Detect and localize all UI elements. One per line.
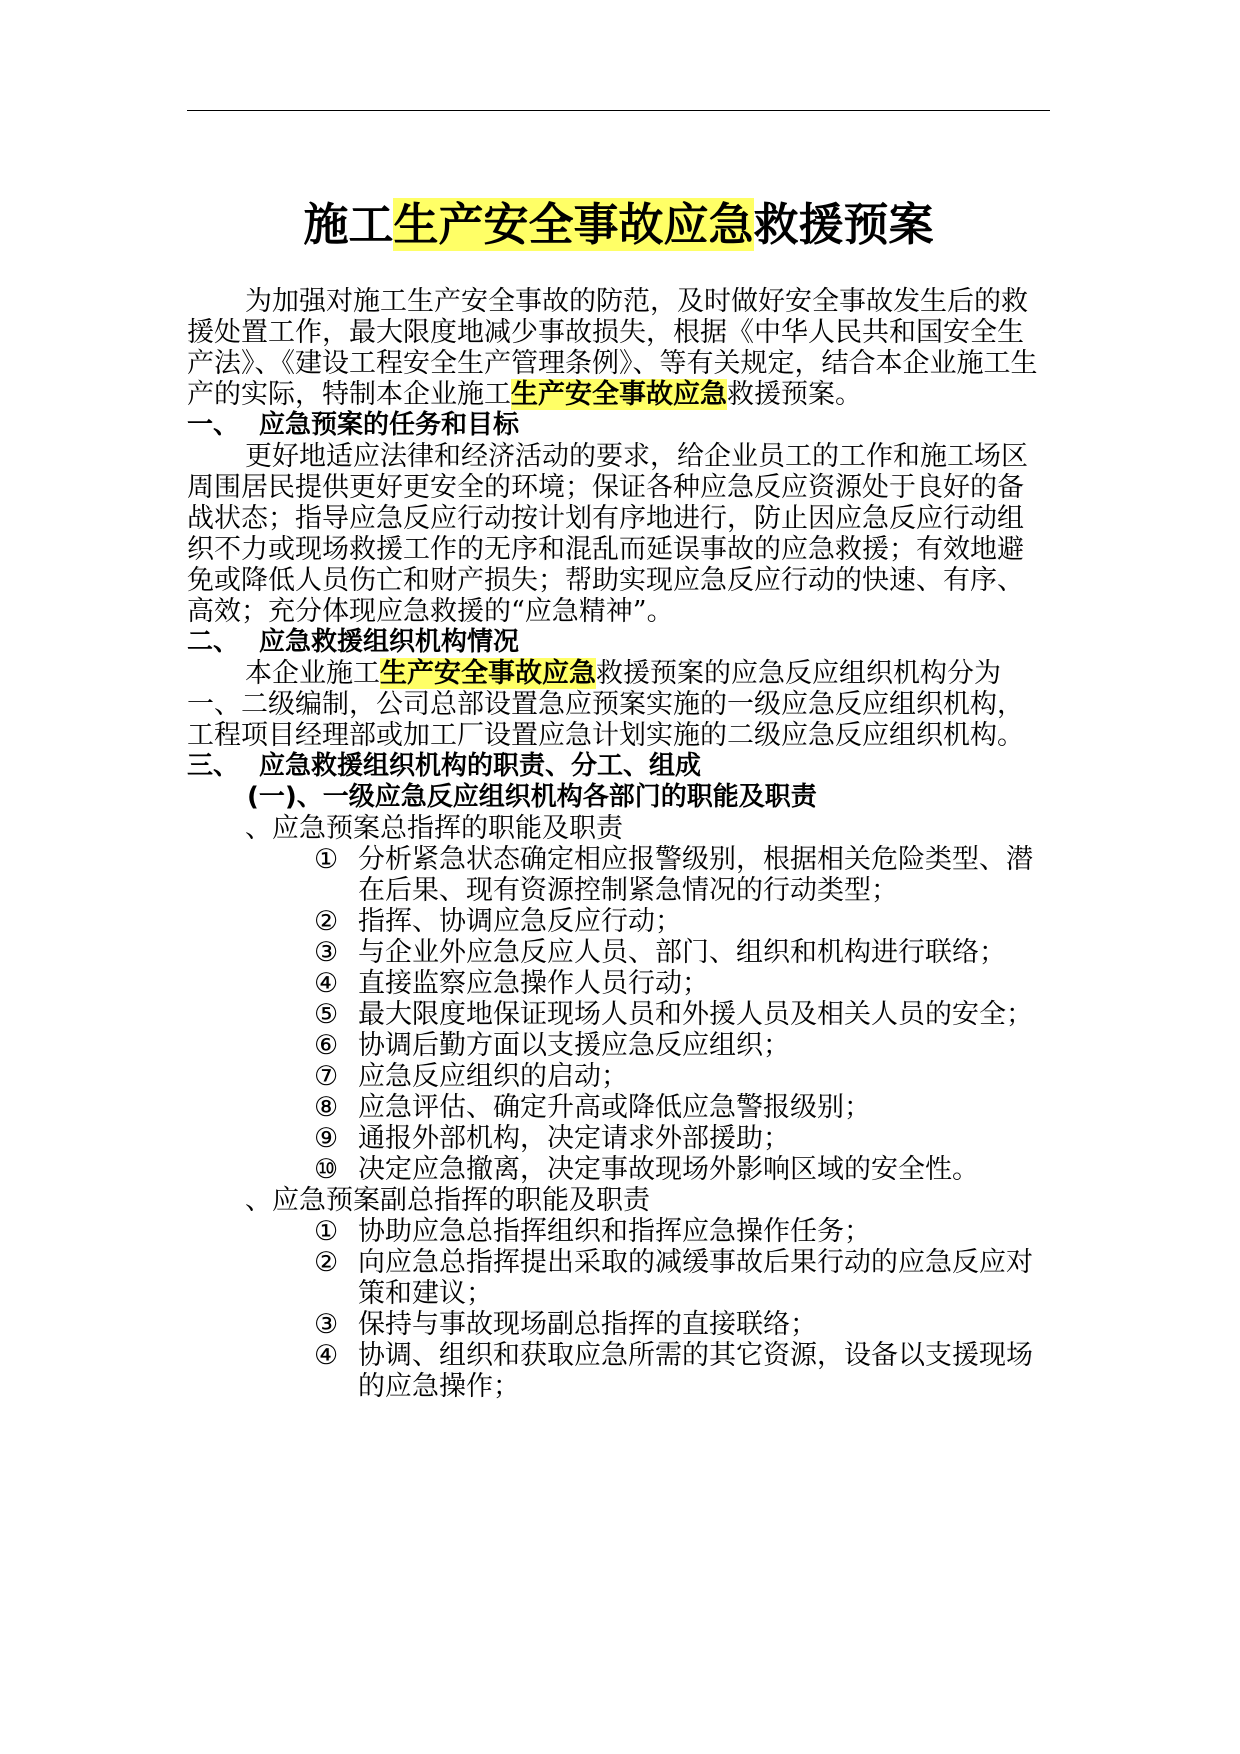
section-heading: 二、 应急救援组织机构情况 [187, 627, 520, 657]
list-item: ⑩ 决定应急撤离，决定事故现场外影响区域的安全性。 [314, 1154, 979, 1185]
title-highlight: 生产安全事故应急 [393, 198, 754, 251]
document-body [187, 286, 1050, 1402]
list-item: ① 协助应急总指挥组织和指挥应急操作任务； [314, 1216, 871, 1247]
document-title [187, 195, 1050, 255]
section-paragraph: 更好地适应法律和经济活动的要求，给企业员工的工作和施工场区周围居民提供更好更安全的环境；保证各种应急反应资源处于良好的备战状态；指导应急反应行动按计划有序地进行，防止因应急反应行动组织不力或现场救援工作的无序和混乱而延误事故的应急救援；有效地避免或降低人员伤亡和财产损失；帮助实现应急反应行动的快速、有序、高效；充分体现应急救援的“应急精神”。 [187, 441, 1028, 627]
list-item: ⑥ 协调后勤方面以支援应急反应组织； [314, 1030, 790, 1061]
section-paragraph: 本企业施工生产安全事故应急救援预案的应急反应组织机构分为一、二级编制，公司总部设置急应预案实施的一级应急反应组织机构，工程项目经理部或加工厂设置应急计划实施的二级应急反应组织机构。 [187, 658, 1024, 751]
intro-highlight: 生产安全事故应急 [511, 379, 727, 410]
title-part: 救援预案 [753, 198, 934, 251]
section-heading: 一、 应急预案的任务和目标 [187, 410, 520, 440]
subsection-heading: (一)、一级应急反应组织机构各部门的职能及职责 [247, 782, 817, 812]
list-item: ④ 协调、组织和获取应急所需的其它资源，设备以支援现场的应急操作； [314, 1340, 1033, 1402]
list-item: ① 分析紧急状态确定相应报警级别，根据相关危险类型、潜在后果、现有资源控制紧急情况的行动类型； [314, 844, 1033, 906]
header-rule [187, 110, 1050, 111]
section-highlight: 生产安全事故应急 [380, 658, 596, 689]
list-item: ⑤ 最大限度地保证现场人员和外援人员及相关人员的安全； [314, 999, 1033, 1030]
role-heading: 、应急预案副总指挥的职能及职责 [245, 1185, 650, 1216]
list-item: ⑧ 应急评估、确定升高或降低应急警报级别； [314, 1092, 871, 1123]
section-heading: 三、 应急救援组织机构的职责、分工、组成 [187, 751, 702, 781]
list-item: ③ 保持与事故现场副总指挥的直接联络； [314, 1309, 817, 1340]
list-item: ⑨ 通报外部机构，决定请求外部援助； [314, 1123, 790, 1154]
title-part: 施工 [303, 198, 394, 251]
list-item: ③ 与企业外应急反应人员、部门、组织和机构进行联络； [314, 937, 1006, 968]
list-item: ② 向应急总指挥提出采取的减缓事故后果行动的应急反应对策和建议； [314, 1247, 1033, 1309]
list-item: ② 指挥、协调应急反应行动； [314, 906, 682, 937]
role-heading: 、应急预案总指挥的职能及职责 [245, 813, 623, 844]
list-item: ⑦ 应急反应组织的启动； [314, 1061, 628, 1092]
intro-paragraph: 为加强对施工生产安全事故的防范，及时做好安全事故发生后的救援处置工作，最大限度地减少事故损失，根据《中华人民共和国安全生产法》、《建设工程安全生产管理条例》、等有关规定，结合本企业施工生产的实际，特制本企业施工生产安全事故应急救援预案。 [187, 286, 1038, 410]
list-item: ④ 直接监察应急操作人员行动； [314, 968, 709, 999]
